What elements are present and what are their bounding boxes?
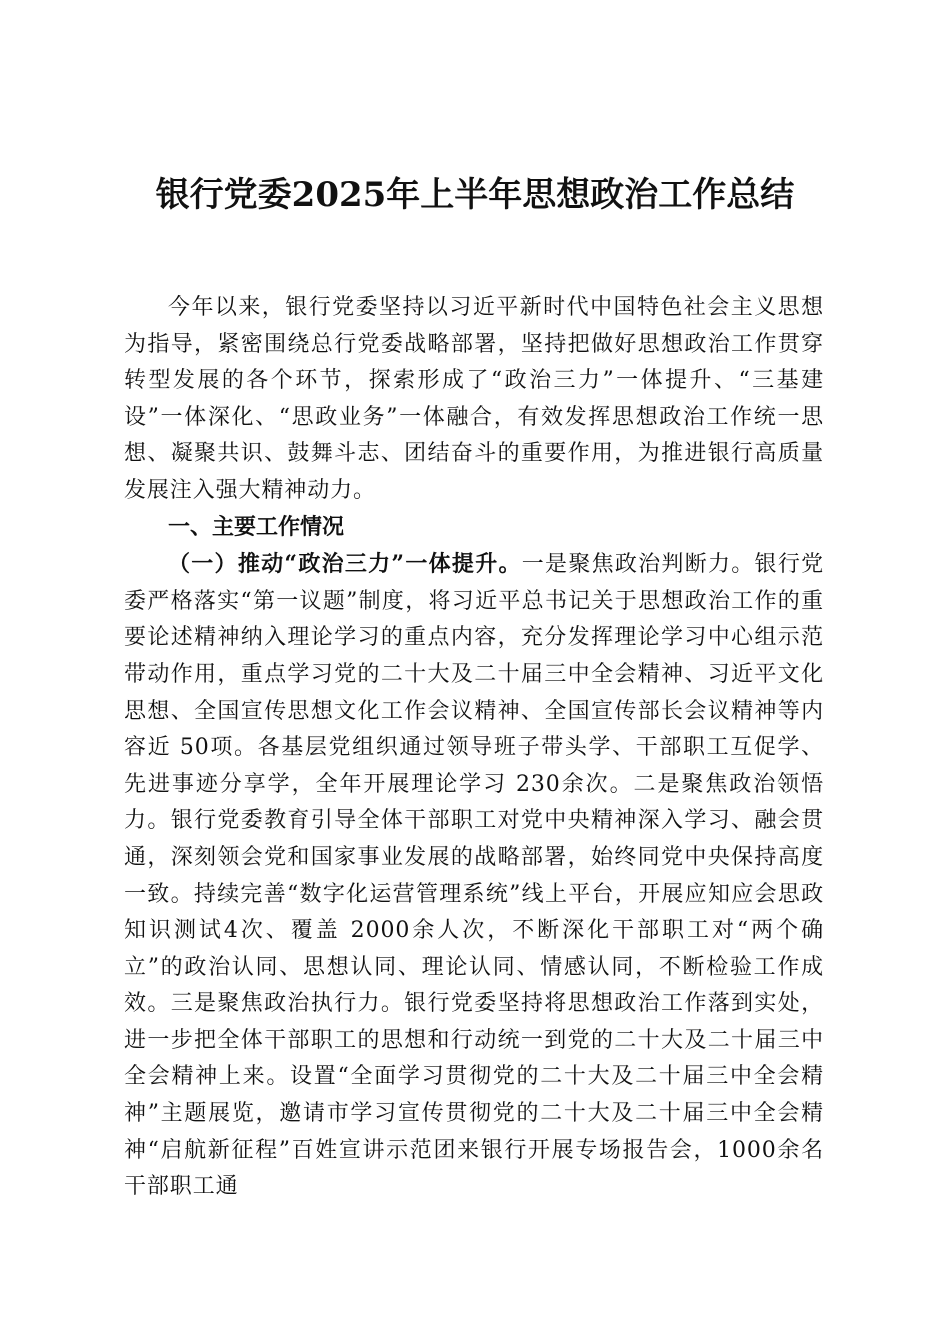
document-title: 银行党委2025年上半年思想政治工作总结 <box>155 175 795 215</box>
document-body <box>124 290 824 1206</box>
subsection-paragraph <box>124 546 824 1206</box>
intro-paragraph: 今年以来，银行党委坚持以习近平新时代中国特色社会主义思想为指导，紧密围绕总行党委战略部署，坚持把做好思想政治工作贯穿转型发展的各个环节，探索形成了“政治三力”一体提升、“三基建设”一体深化、“思政业务”一体融合，有效发挥思想政治工作统一思想、凝聚共识、鼓舞斗志、团结奋斗的重要作用，为推进银行高质量发展注入强大精神动力。 <box>124 295 824 503</box>
subsection-heading: （一）推动“政治三力”一体提升。 <box>168 551 522 578</box>
section-heading: 一、主要工作情况 <box>168 514 345 540</box>
subsection-body: 一是聚焦政治判断力。银行党委严格落实“第一议题”制度，将习近平总书记关于思想政治工作的重要论述精神纳入理论学习的重点内容，充分发挥理论学习中心组示范带动作用，重点学习党的二十大及二十届三中全会精神、习近平文化思想、全国宣传思想文化工作会议精神、全国宣传部长会议精神等内容近 50项。各基层党组织通过领导班子带头学、干部职工互促学、先进事迹分享学，全年开展理论学习 230余次。二是聚焦政治领悟力。银行党委教育引导全体干部职工对党中央精神深入学习、融会贯通，深刻领会党和国家事业发展的战略部署，始终同党中央保持高度一致。持续完善“数字化运营管理系统”线上平台，开展应知应会思政知识测试4次、覆盖 2000余人次，不断深化干部职工对“两个确立”的政治认同、思想认同、理论认同、情感认同，不断检验工作成效。三是聚焦政治执行力。银行党委坚持将思想政治工作落到实处，进一步把全体干部职工的思想和行动统一到党的二十大及二十届三中全会精神上来。设置“全面学习贯彻党的二十大及二十届三中全会精神”主题展览，邀请市学习宣传贯彻党的二十大及二十届三中全会精神“启航新征程”百姓宣讲示范团来银行开展专场报告会，1000余名干部职工通 <box>124 552 825 1200</box>
